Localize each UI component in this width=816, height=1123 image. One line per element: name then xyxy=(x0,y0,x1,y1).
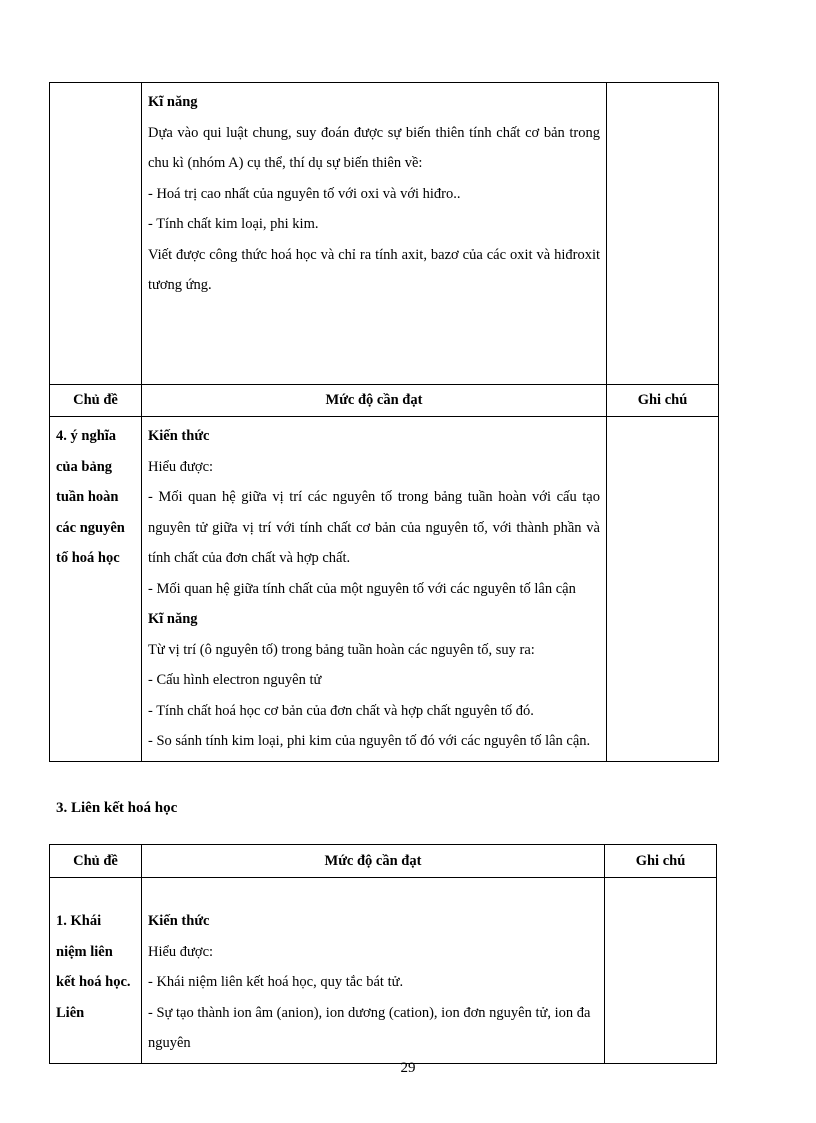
criteria-table-2 xyxy=(49,844,717,1064)
topic-cell xyxy=(50,878,142,1064)
list-item: - Hoá trị cao nhất của nguyên tố với oxi và với hiđro.. xyxy=(148,185,461,202)
topic-title: 1. Khái niệm liên kết hoá học. Liên xyxy=(56,913,131,1021)
list-item: - Tính chất kim loại, phi kim. xyxy=(148,216,319,232)
list-item: Viết được công thức hoá học và chỉ ra tính axit, bazơ của các oxit và hiđroxit tương ứng. xyxy=(148,246,600,293)
knowledge-intro: Hiểu được: xyxy=(148,943,214,960)
table-row xyxy=(50,83,719,385)
criteria-table-1 xyxy=(49,82,719,762)
note-cell xyxy=(605,878,717,1064)
table-row xyxy=(50,878,717,1064)
skill-intro: Từ vị trí (ô nguyên tố) trong bảng tuần hoàn các nguyên tố, suy ra: xyxy=(148,641,535,658)
table-row xyxy=(50,417,719,762)
note-cell xyxy=(607,83,719,385)
note-cell xyxy=(607,417,719,762)
list-item: - Cấu hình electron nguyên tử xyxy=(148,672,322,688)
page-number: 29 xyxy=(400,1060,416,1076)
content-cell xyxy=(142,417,607,762)
list-item: - So sánh tính kim loại, phi kim của nguyên tố đó với các nguyên tố lân cận. xyxy=(148,733,591,749)
list-item: - Mối quan hệ giữa tính chất của một nguyên tố với các nguyên tố lân cận xyxy=(148,580,576,597)
skill-heading: Kĩ năng xyxy=(148,611,198,627)
topic-title: 4. ý nghĩa của bảng tuần hoàn các nguyên tố hoá học xyxy=(56,428,125,566)
knowledge-heading: Kiến thức xyxy=(148,428,210,444)
list-item: Dựa vào qui luật chung, suy đoán được sự biến thiên tính chất cơ bản trong chu kì (nhóm A) cụ thể, thí dụ sự biến thiên về: xyxy=(148,124,600,171)
header-note: Ghi chú xyxy=(605,845,717,878)
topic-cell xyxy=(50,417,142,762)
list-item: - Mối quan hệ giữa vị trí các nguyên tố trong bảng tuần hoàn với cấu tạo nguyên tử giữa vị trí với tính chất cơ bản của nguyên tố, với thành phần và tính chất của đơn chất và hợp chất. xyxy=(148,489,600,566)
knowledge-heading: Kiến thức xyxy=(148,913,210,929)
header-level: Mức độ cần đạt xyxy=(142,385,607,417)
header-note: Ghi chú xyxy=(607,385,719,417)
content-cell xyxy=(142,878,605,1064)
table-header-row xyxy=(50,385,719,417)
header-level: Mức độ cần đạt xyxy=(142,845,605,878)
knowledge-intro: Hiểu được: xyxy=(148,458,214,475)
section-title: 3. Liên kết hoá học xyxy=(56,800,178,816)
header-topic: Chủ đề xyxy=(50,845,142,878)
list-item: - Tính chất hoá học cơ bản của đơn chất và hợp chất nguyên tố đó. xyxy=(148,702,534,719)
header-topic: Chủ đề xyxy=(50,385,142,417)
content-cell xyxy=(142,83,607,385)
list-item: - Sự tạo thành ion âm (anion), ion dương (cation), ion đơn nguyên tử, ion đa nguyên xyxy=(148,1004,591,1051)
table-header-row xyxy=(50,845,717,878)
topic-cell-empty xyxy=(50,83,142,385)
list-item: - Khái niệm liên kết hoá học, quy tắc bát tử. xyxy=(148,974,404,990)
skill-heading: Kĩ năng xyxy=(148,94,198,110)
